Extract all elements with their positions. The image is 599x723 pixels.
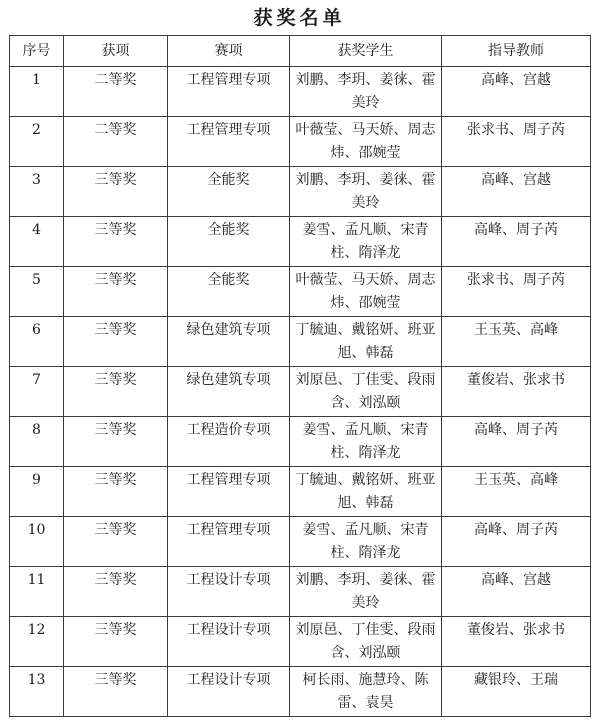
row-prize: 三等奖 [64,217,168,267]
row-teachers: 高峰、宫越 [442,67,591,117]
document-title: 获奖名单 [253,7,346,29]
row-teachers: 高峰、周子芮 [442,517,591,567]
row-teachers: 藏银玲、王瑞 [442,667,591,717]
row-number: 8 [10,417,64,467]
row-event: 工程管理专项 [168,467,290,517]
row-teachers: 王玉英、高峰 [442,467,591,517]
row-event: 绿色建筑专项 [168,317,290,367]
row-teachers: 高峰、周子芮 [442,217,591,267]
header-number: 序号 [10,36,64,67]
row-teachers: 王玉英、高峰 [442,317,591,367]
table-row [10,617,591,667]
row-students: 丁毓迪、戴铭妍、班亚旭、韩磊 [290,467,442,517]
table-body [10,67,591,717]
row-teachers: 张求书、周子芮 [442,117,591,167]
header-teachers: 指导教师 [442,36,591,67]
row-students: 刘原邑、丁佳雯、段雨含、刘泓颐 [290,617,442,667]
row-event: 工程设计专项 [168,617,290,667]
row-teachers: 高峰、宫越 [442,567,591,617]
table-row [10,67,591,117]
table-header [10,36,591,67]
row-number: 3 [10,167,64,217]
table-row [10,517,591,567]
header-students: 获奖学生 [290,36,442,67]
row-event: 工程造价专项 [168,417,290,467]
table-row [10,117,591,167]
row-students: 刘鹏、李玥、姜徕、霍美玲 [290,567,442,617]
table-row [10,667,591,717]
row-prize: 三等奖 [64,167,168,217]
row-number: 11 [10,567,64,617]
table-row [10,167,591,217]
row-prize: 三等奖 [64,567,168,617]
table-row [10,317,591,367]
row-prize: 二等奖 [64,67,168,117]
row-number: 13 [10,667,64,717]
header-event: 赛项 [168,36,290,67]
row-event: 工程设计专项 [168,667,290,717]
row-students: 姜雪、孟凡顺、宋青柱、隋泽龙 [290,217,442,267]
table-row [10,417,591,467]
row-event: 工程设计专项 [168,567,290,617]
table-row [10,367,591,417]
row-prize: 三等奖 [64,517,168,567]
row-students: 刘鹏、李玥、姜徕、霍美玲 [290,167,442,217]
row-students: 姜雪、孟凡顺、宋青柱、隋泽龙 [290,517,442,567]
row-number: 4 [10,217,64,267]
row-prize: 三等奖 [64,467,168,517]
row-teachers: 高峰、周子芮 [442,417,591,467]
row-students: 刘鹏、李玥、姜徕、霍美玲 [290,67,442,117]
row-number: 12 [10,617,64,667]
row-number: 1 [10,67,64,117]
row-prize: 三等奖 [64,417,168,467]
table-row [10,467,591,517]
row-number: 5 [10,267,64,317]
row-teachers: 高峰、宫越 [442,167,591,217]
row-prize: 二等奖 [64,117,168,167]
row-event: 工程管理专项 [168,517,290,567]
row-number: 6 [10,317,64,367]
row-event: 绿色建筑专项 [168,367,290,417]
row-students: 刘原邑、丁佳雯、段雨含、刘泓颐 [290,367,442,417]
table-row [10,217,591,267]
row-event: 全能奖 [168,217,290,267]
row-teachers: 张求书、周子芮 [442,267,591,317]
row-event: 全能奖 [168,167,290,217]
row-number: 2 [10,117,64,167]
row-number: 7 [10,367,64,417]
row-prize: 三等奖 [64,267,168,317]
row-teachers: 董俊岩、张求书 [442,617,591,667]
header-prize: 获项 [64,36,168,67]
row-number: 9 [10,467,64,517]
row-students: 叶薇莹、马天娇、周志炜、邵婉莹 [290,267,442,317]
row-event: 全能奖 [168,267,290,317]
header-row [10,36,591,67]
row-event: 工程管理专项 [168,67,290,117]
row-students: 叶薇莹、马天娇、周志炜、邵婉莹 [290,117,442,167]
row-students: 丁毓迪、戴铭妍、班亚旭、韩磊 [290,317,442,367]
row-prize: 三等奖 [64,317,168,367]
row-prize: 三等奖 [64,667,168,717]
row-teachers: 董俊岩、张求书 [442,367,591,417]
table-row [10,267,591,317]
award-table [9,35,591,717]
row-number: 10 [10,517,64,567]
row-prize: 三等奖 [64,367,168,417]
row-event: 工程管理专项 [168,117,290,167]
row-students: 柯长雨、施慧玲、陈雷、袁昊 [290,667,442,717]
row-prize: 三等奖 [64,617,168,667]
row-students: 姜雪、孟凡顺、宋青柱、隋泽龙 [290,417,442,467]
table-row [10,567,591,617]
